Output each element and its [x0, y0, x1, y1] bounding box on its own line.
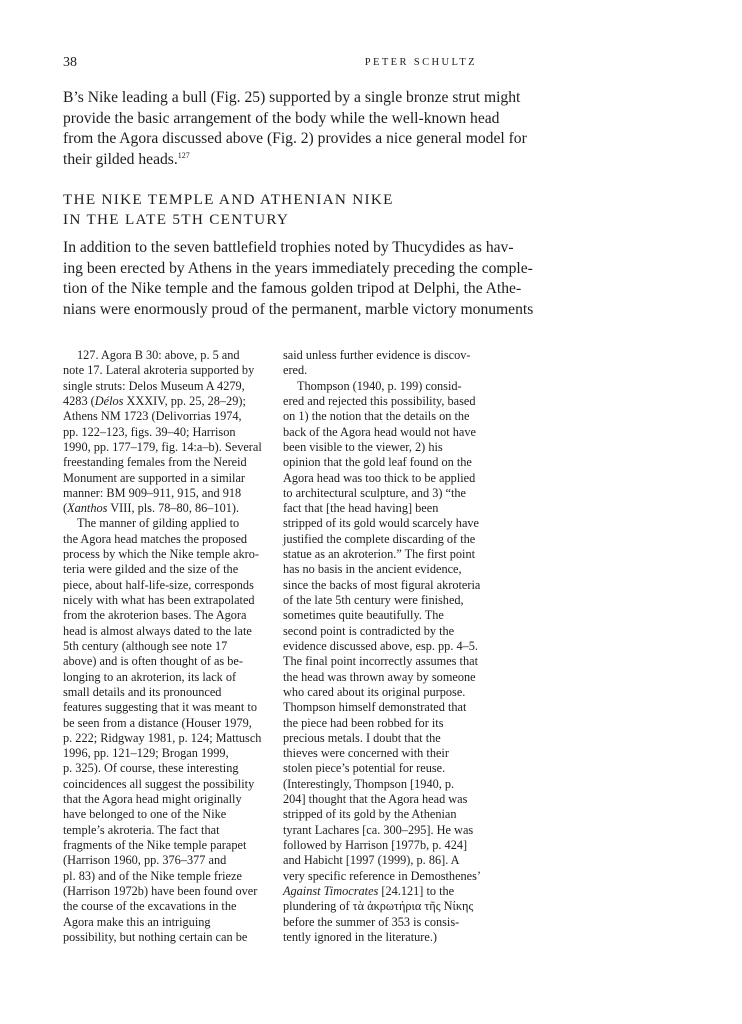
note-line: piece, about half-life-size, corresponds — [63, 577, 254, 592]
lead-paragraph — [63, 88, 527, 170]
note-line: tently ignored in the literature.) — [283, 929, 437, 944]
note-line: teria were gilded and the size of the — [63, 562, 239, 577]
note-line: the course of the excavations in the — [63, 899, 237, 914]
note-line: single struts: Delos Museum A 4279, — [63, 378, 245, 393]
text-fragment: their gilded heads. — [63, 150, 178, 168]
note-line: small details and its pronounced — [63, 684, 222, 699]
italic-title: Against Timocrates — [283, 883, 379, 898]
note-line: the piece had been robbed for its — [283, 715, 444, 730]
note-line: been visible to the viewer, 2) his — [283, 439, 443, 454]
italic-title: Xanthos — [67, 501, 108, 516]
note-line: precious metals. I doubt that the — [283, 730, 441, 745]
note-line: justified the complete discarding of the — [283, 531, 476, 546]
note-line: ered. — [283, 363, 308, 378]
note-line: tyrant Lachares [ca. 300–295]. He was — [283, 822, 474, 837]
note-line: that the Agora head might originally — [63, 792, 242, 807]
note-line: p. 222; Ridgway 1981, p. 124; Mattusch — [63, 730, 262, 745]
section-heading — [63, 190, 477, 230]
note-line: be seen from a distance (Houser 1979, — [63, 715, 252, 730]
heading-line: IN THE LATE 5TH CENTURY — [63, 211, 290, 228]
note-line: the Agora head matches the proposed — [63, 531, 248, 546]
note-line: the head was thrown away by someone — [283, 669, 476, 684]
note-line: manner: BM 909–911, 915, and 918 — [63, 485, 242, 500]
note-line: 1996, pp. 121–129; Brogan 1999, — [63, 746, 229, 761]
note-line: has no basis in the ancient evidence, — [283, 562, 462, 577]
note-line: sometimes quite beautifully. The — [283, 608, 444, 623]
note-line: ered and rejected this possibility, based — [283, 393, 476, 408]
note-line: before the summer of 353 is consis- — [283, 914, 460, 929]
text-line: In addition to the seven battlefield trophies noted by Thucydides as hav- — [63, 239, 514, 256]
note-line: Athens NM 1723 (Delivorrias 1974, — [63, 409, 242, 424]
note-line: 5th century (although see note 17 — [63, 638, 228, 653]
text-fragment: [24.121] to the — [378, 883, 455, 898]
text-fragment: ( — [63, 501, 68, 516]
note-line: The final point incorrectly assumes that — [283, 654, 478, 669]
text-line: provide the basic arrangement of the body while the well-known head — [63, 109, 500, 127]
note-line: (Harrison 1960, pp. 376–377 and — [63, 853, 227, 868]
text-line: ing been erected by Athens in the years immediately preceding the comple- — [63, 259, 533, 277]
page-number: 38 — [63, 55, 77, 70]
note-line: Agora make this an intriguing — [63, 914, 211, 929]
note-line: features suggesting that it was meant to — [63, 700, 257, 715]
text-fragment: VIII, pls. 78–80, 86–101). — [107, 501, 240, 516]
note-line: Agora head was too thick to be applied — [283, 470, 476, 485]
note-line — [63, 394, 263, 409]
note-line: stripped of its gold would scarcely have — [283, 516, 480, 531]
note-line: process by which the Nike temple akro- — [63, 547, 260, 562]
note-line: nicely with what has been extrapolated — [63, 593, 255, 607]
note-line: longing to an akroterion, its lack of — [63, 669, 237, 684]
footnote-reference: 127 — [177, 150, 190, 160]
note-line: Thompson (1940, p. 199) consid- — [297, 378, 462, 393]
note-line: temple’s akroteria. The fact that — [63, 822, 220, 837]
body-paragraph — [63, 238, 534, 320]
note-line: stolen piece’s potential for reuse. — [283, 761, 446, 776]
note-line: said unless further evidence is discov- — [283, 348, 471, 362]
note-line: pl. 83) and of the Nike temple frieze — [63, 868, 242, 883]
note-line: back of the Agora head would not have — [283, 424, 476, 439]
note-line: followed by Harrison [1977b, p. 424] — [283, 838, 468, 852]
note-line: have belonged to one of the Nike — [63, 807, 227, 822]
text-line: nians were enormously proud of the permanent, marble victory monuments — [63, 300, 534, 318]
note-line: note 17. Lateral akroteria supported by — [63, 363, 255, 378]
footnote-column-right — [283, 348, 483, 945]
text-line: B’s Nike leading a bull (Fig. 25) supported by a single bronze strut might — [63, 89, 521, 106]
text-fragment: XXXIV, pp. 25, 28–29); — [123, 393, 246, 408]
note-line: very specific reference in Demosthenes’ — [283, 868, 482, 883]
note-line: evidence discussed above, esp. pp. 4–5. — [283, 638, 478, 653]
note-line: Monument are supported in a similar — [63, 470, 246, 485]
note-line: plundering of τὰ ἀκρωτήρια τῆς Νίκης — [283, 899, 474, 914]
note-line: and Habicht [1997 (1999), p. 86]. A — [283, 853, 460, 868]
italic-title: Délos — [94, 393, 124, 408]
note-line: from the akroterion bases. The Agora — [63, 608, 247, 623]
note-line: above) and is often thought of as be- — [63, 654, 243, 669]
note-line: statue as an akroterion.” The first point — [283, 547, 476, 562]
note-line: coincidences all suggest the possibility — [63, 776, 255, 791]
note-line — [63, 501, 263, 516]
note-line: to architectural sculpture, and 3) “the — [283, 485, 467, 500]
text-line — [63, 150, 477, 171]
note-line: thieves were concerned with their — [283, 746, 449, 761]
note-line: of the late 5th century were finished, — [283, 593, 464, 607]
running-head: PETER SCHULTZ — [364, 57, 477, 68]
note-line: head is almost always dated to the late — [63, 623, 252, 638]
note-line: 204] thought that the Agora head was — [283, 792, 468, 807]
note-line: freestanding females from the Nereid — [63, 455, 247, 470]
note-line: (Harrison 1972b) have been found over — [63, 883, 258, 898]
note-line: stripped of its gold by the Athenian — [283, 807, 457, 822]
page-header — [63, 55, 477, 75]
note-line: fragments of the Nike temple parapet — [63, 838, 247, 852]
note-line: on 1) the notion that the details on the — [283, 409, 470, 424]
note-line: 1990, pp. 177–179, fig. 14:a–b). Several — [63, 439, 262, 454]
footnote-column-left — [63, 348, 263, 945]
note-line: second point is contradicted by the — [283, 623, 455, 638]
note-line: The manner of gilding applied to — [77, 516, 240, 531]
note-line — [283, 884, 483, 899]
note-line: possibility, but nothing certain can be — [63, 929, 248, 944]
note-line: who cared about its original purpose. — [283, 684, 466, 699]
note-line: fact that [the head having] been — [283, 501, 439, 516]
note-line: pp. 122–123, figs. 39–40; Harrison — [63, 424, 236, 439]
text-line: tion of the Nike temple and the famous golden tripod at Delphi, the Athe- — [63, 280, 522, 297]
note-line: (Interestingly, Thompson [1940, p. — [283, 776, 455, 791]
text-fragment: 4283 ( — [63, 393, 95, 408]
text-line: from the Agora discussed above (Fig. 2) provides a nice general model for — [63, 130, 527, 147]
note-line: since the backs of most figural akroteria — [283, 577, 481, 592]
note-line: p. 325). Of course, these interesting — [63, 761, 239, 776]
heading-line: THE NIKE TEMPLE AND ATHENIAN NIKE — [63, 191, 394, 208]
note-line: Thompson himself demonstrated that — [283, 700, 467, 715]
note-line: 127. Agora B 30: above, p. 5 and — [77, 348, 240, 362]
note-line: opinion that the gold leaf found on the — [283, 455, 472, 470]
